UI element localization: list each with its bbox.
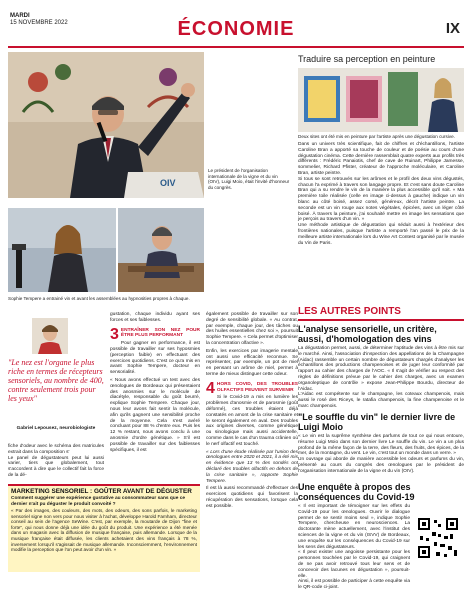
second-photo-left (8, 208, 116, 292)
point-1-paragraph-2: L'Aidac est compétente sur le champagne, les coteaux champenois, mais aussi le rosé des Riceys, le ratafia champenois, la fine champenoise et le marc champenois. (298, 392, 464, 409)
point-2-title: "Le souffle du vin" le dernier livre de Luigi Moio (298, 412, 456, 432)
point-2-paragraph-2: Un ouvrage qui aborde de manière accessible les odeurs et parfums du vin, présenté au cours du congrès des œnologues par le président de l'organisation internationale de la vigne et du vin (OIV). (298, 457, 464, 474)
qr-code[interactable] (416, 516, 460, 560)
point-3-paragraph-2: « Il peut exister une angoisse persistante pour les personnes touchées par le Covid-19, qui craignent de ne pas avoir retrouvé tous leur sens et de concevoir des lacunes en dégustation », poursuit-elle. (298, 550, 410, 579)
painting-section (298, 52, 464, 304)
header-rule (8, 46, 464, 48)
middle-paragraph-1: gustation, chaque individu ayant ses forces et ses faiblesses. (110, 312, 200, 323)
subhead-3-title: ENTRAÎNER SON NEZ POUR ÊTRE PLUS PERFORMANT (120, 327, 200, 339)
point-3-paragraph-3: Ainsi, il est possible de participer à cette enquête via le QR-code ci-joint. (298, 579, 410, 591)
right-paragraph-5: Il est là aussi recommandé d'effectuer des exercices quotidiens qui favorisent la récupération des sensations, lorsque cela est possible. (206, 486, 298, 509)
right-paragraph-1: également possible de travailler sur son degré de sensibilité globale. « Au contrat, par exemple, chaque jour, des tâches ou des huiles essentielles chez soi », poursuit Sophie Tempere. « Cela permet d'optimiser la concentration olfactive ». (206, 312, 299, 346)
issue-full-date: 15 NOVEMBRE 2022 (10, 20, 68, 26)
second-photo-right (118, 208, 204, 292)
right-paragraph-2: Enfin, les exercices par imagerie mentale ont aussi une efficacité reconnue. Se représenter, par exemple, un pot de miel en pensant un arôme de miel, permet à terme de mieux distinguer cette odeur. (206, 348, 298, 377)
point-3-text (298, 504, 410, 591)
point-2-paragraph-1: « Le vin est la suprême synthèse des parfums de tout ce qui nous entoure, résume Luigi Moio dans son dernier livre Le souffle du vin. Le vin a un plus profond de la même façon de la terre, des fleurs, des fruits, des épices, de la mer, de la montagne, du vent. Le vin, c'est tout un monde dans un verre. » (298, 434, 464, 457)
point-1-paragraph-1: La dégustation permet, aussi, de déterminer l'aptitude des vins à être mis sur le marché. Ainsi, l'association d'inspection des appellations de la Champagne (Aidac) rassemble un certain nombre de dégustateurs chargés d'analyser les échantillons des productions champenoises et de juger leur conformité par rapport au cahier des charges de l'AOC. « Il s'agit de vérifier au respect des règles de définitions prévue par le cahier des charges, avec un examen organoleptique de contrôle » expose Jean-Philippe Bourdu, directeur de l'Aidac. (298, 346, 464, 392)
subhead-3 (110, 325, 200, 343)
page-number: IX (445, 20, 460, 37)
main-photo (8, 52, 204, 198)
qr-code-icon (416, 516, 460, 560)
painting-photo (298, 68, 464, 132)
page-header (0, 0, 472, 44)
man-seated-illustration (118, 208, 204, 292)
painting-text (298, 142, 464, 246)
author-portrait-icon (32, 318, 68, 354)
subhead-4-title: HORS COVID, DES TROUBLES OLFACTIFS PEUVENT SURVENIR (216, 381, 298, 393)
bottom-photo-caption: Sophie Tempere a entrainé vin et avant les assemblées au hypnosities propres à chaque. (8, 296, 190, 301)
point-3-paragraph-1: « Il est important de témoigner sur les effets du Covid-19 pour les œnologues. Ouvrir le dialogue permet de se sentir moins seul », indique Sophie Tempere, chercheuse en neurosciences. La doctorante mène actuellement, avec l'institut des sciences de la vigne et du vin (ISVV) de Bordeaux, une enquête sur les conséquences du Covid-19 sur les sens des dégustateurs. (298, 504, 410, 550)
other-points-heading: LES AUTRES POINTS (298, 306, 464, 321)
middle-paragraph-3: « Nous avons effectué un test avec des œnologues de Bordeaux qui présentaient des anosmies sur le molécule de diacétyle, responsable du goût beurré, explique Sophie Tempere. Chaque jour, nous leur avons fait sentir la molécule, afin qu'ils gagnent une sensibilité proche de la moyenne. Cela s'est avéré concluant pour 88 % d'entre eux. Puis les 12 % restant, nous avons conclu à une anosmie d'ordre génétique. » S'il est possible de travailler sur des faiblesses spécifiques, il est (110, 377, 200, 453)
speaker-photo-illustration (8, 52, 204, 198)
left-column-text (8, 444, 104, 479)
point-1-text (298, 346, 464, 410)
middle-column (110, 312, 200, 453)
subhead-4-number: 4 (206, 379, 215, 397)
marketing-lead: Comment suggérer une expérience gustative au consommateur sans que ce dernier n'ait pu déguster le produit convoité ? (11, 496, 186, 507)
middle-paragraph-2: Pour gagner en performance, il est possible de travailler sur ses hyposmies (perception faible) en effectuant des exercices quotidiens. C'est ce qu'a mis en avant Sophie Tempere, docteur en sensorialité. (110, 341, 200, 376)
right-paragraph-4: « Lors d'une étude réalisée par l'union des œnologues entre 2020 et 2021, il a été mis en évidence que 13 % des sondés ont déclaré des troubles olfactifs en dehors de la crise sanitaire », rapporte Sophie Tempere. (206, 449, 298, 484)
paintings-illustration (298, 68, 464, 132)
subhead-4 (206, 379, 298, 397)
left-intro: fiche d'odeur avec le schéma des matricules extrait dans la composition s' (8, 444, 104, 455)
marketing-text: « Par des images, des couleurs, des mots, des odeurs, des sons parfois, le marketing sensoriel signe non vers pour nous visiter à l'achat, développe Harold Famham, directeur conseil au sein de l'agence SeWine. C'est, par exemple, la moutarde de Dijon "fine et forte", qui nous donne déjà une idée du goût du produit. Une expérience a été menée dans un magasin avec la diffusion de musique française, puis allemande. Lorsque de la musique française était diffusée, les clients achetaient des vins français à 78 %, inversement lorsqu'il s'agissait de musique allemande. Inconsciemment, l'environnement modifie la perception que l'on peut avoir d'un vin. » (11, 508, 197, 553)
right-paragraph-3: Si le Covid-19 a mis en lumière les problèmes d'anosmie et de parosmie (goût déformé), ces troubles étaient déjà constatés en amont de la crise sanitaire et le seront également en aval. Des troubles aux origines diverses, comme génétique ou sinologique mais aussi accidentelle, comme dans le cas d'un trauma crânien où le nerf olfactif est touché. (206, 395, 298, 447)
left-paragraph: Le panel de dégustateurs peut lui aussi varier, tiers que globalement, tout s'accordent à dire que le collectif fait la force de la dé- (8, 455, 104, 478)
other-points (298, 306, 464, 591)
painting-paragraph-3: Une méthode artistique de dégustation qui séduit aussi à l'extérieur des frontières nationales, puisque l'artiste a remporté l'an passé le prix de la meilleure artiste internationale lors du Wine Art Contest organisé par le musée du Vin de Paris. (298, 223, 464, 246)
painting-paragraph-2: Si tous se sont retrouvés sur les arômes et le profil des deux vins dégustés, chacun l'a exprimé à travers son langage propre. Et c'est sans doute Caroline Bran qui a su rendre le vin de la manière la plus accessible qu'il soit. « Ma première toile réalisée (celle en image ci-dessus à gauche) indique un vin blanc au côté boisé, assez corsé, généreux, décrit l'artiste peintre. La seconde est un vin rouge aux notes végétales, épicées, avec un léger côté boisé. À travers la peinture, j'ai souhaité mettre en image les sensations que je perçois au travers d'un vin. » (298, 176, 464, 223)
painting-photo-caption: Deux sites ont été mis en peinture par l'artiste après une dégustation cursive. (298, 134, 455, 139)
section-title: ÉCONOMIE (177, 18, 295, 40)
issue-day: MARDI (10, 13, 30, 19)
subhead-3-number: 3 (110, 325, 119, 343)
oiv-logo-text: OIV (160, 178, 176, 188)
painting-paragraph-1: Dans un univers très scientifique, fait de chiffres et d'échantillons, l'artiste Caroline Bran a apporté sa touche de couleur et de poésie au cours d'une dégustation cinéma. Cette dernière rassemblait quatre experts aux profils très différents : Frédéric Panaiotis, chef de cave de Ruinart, Philippe Jamesse, sommelier, Richard Pfister, créateur de l'approche moléculaire, et Caroline Bran, artiste peintre. (298, 142, 464, 176)
marketing-title: MARKETING SENSORIEL : GOÛTER AVANT DE DÉGUSTER (11, 488, 192, 495)
quote-text: "Le nez est l'organe le plus riche en termes de récepteurs sensoriels, au nombre de 400, contre seulement trois pour les yeux" (8, 358, 104, 403)
painting-title: Traduire sa perception en peinture (298, 54, 436, 64)
main-photo-caption: Le président de l'organisation internationale de la vigne et du vin (OIV), Luigi Moio, était l'invité d'honneur du congrès. (208, 168, 290, 190)
point-1-title: L'analyse sensorielle, un critère, aussi, d'homologation des vins (298, 324, 437, 344)
point-2-text (298, 434, 464, 475)
quote-author: Gabriel Lepousez, neurobiologiste (16, 426, 96, 431)
quote-block (8, 318, 104, 438)
author-avatar (32, 318, 68, 354)
marketing-box (8, 484, 200, 572)
right-column (206, 312, 298, 510)
woman-speaker-illustration (8, 208, 116, 292)
point-3-title: Une enquête à propos des conséquences du Covid-19 (298, 482, 415, 502)
